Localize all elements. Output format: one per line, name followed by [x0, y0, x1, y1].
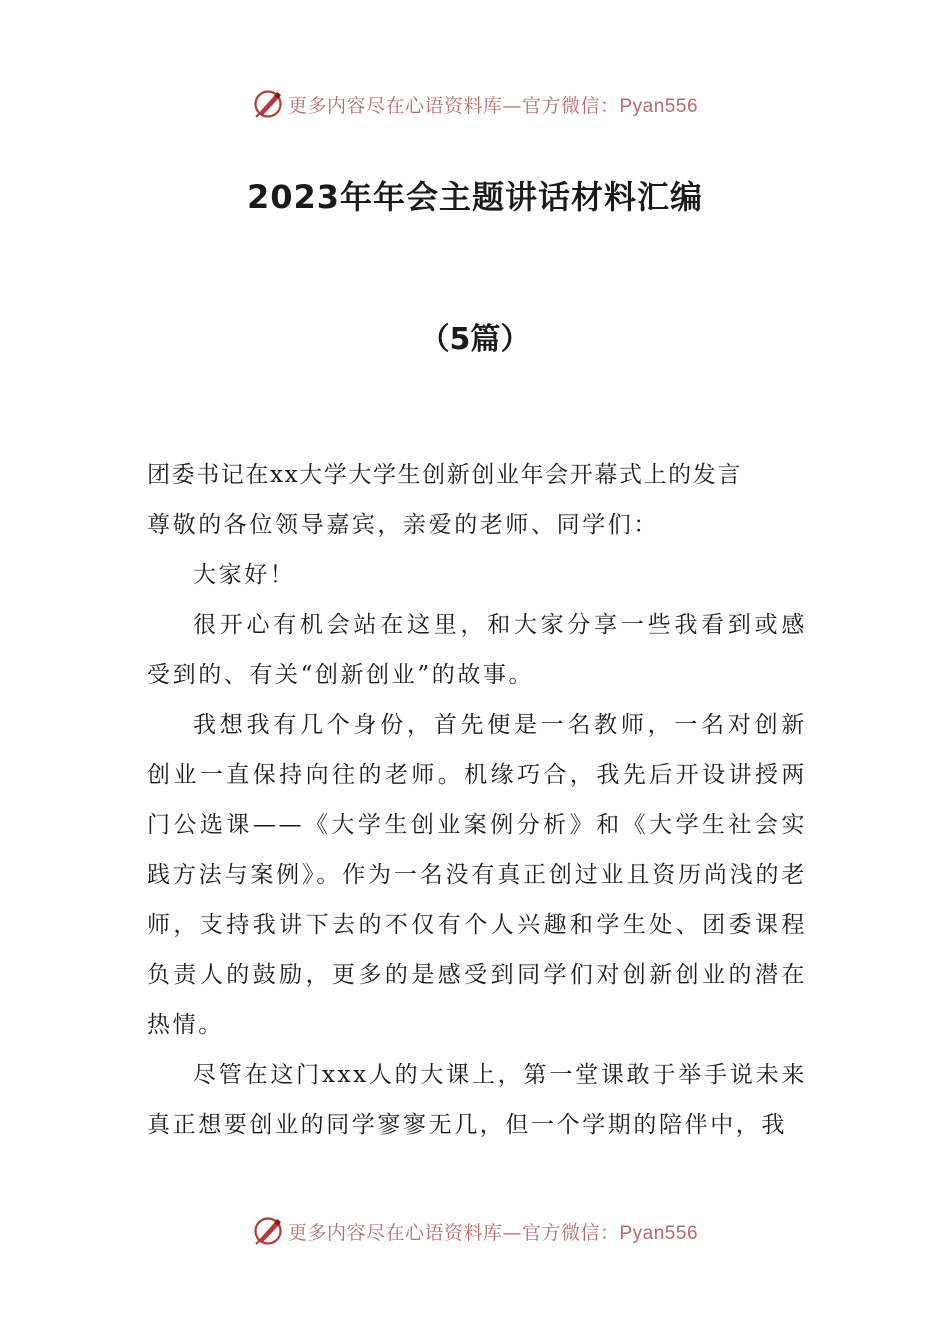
pen-circle-logo-icon	[252, 88, 284, 120]
body-paragraph-4: 尽管在这门xxx人的大课上，第一堂课敢于举手说未来真正想要创业的同学寥寥无几，但一个学期的陪伴中，我	[147, 1062, 807, 1138]
header-watermark	[0, 84, 950, 124]
watermark-text: 更多内容尽在心语资料库—官方微信：Pyan556	[287, 1221, 699, 1244]
document-body	[147, 450, 807, 1150]
body-paragraph-2: 很开心有机会站在这里，和大家分享一些我看到或感受到的、有关“创新创业”的故事。	[147, 612, 807, 688]
watermark-text: 更多内容尽在心语资料库—官方微信：Pyan556	[287, 94, 699, 117]
speech-heading: 团委书记在xx大学大学生创新创业年会开幕式上的发言	[147, 462, 742, 488]
body-paragraph-3: 我想我有几个身份，首先便是一名教师，一名对创新创业一直保持向往的老师。机缘巧合，我先后开设讲授两门公选课——《大学生创业案例分析》和《大学生社会实践方法与案例》。作为一名没有真正创过业且资历尚浅的老师，支持我讲下去的不仅有个人兴趣和学生处、团委课程负责人的鼓励，更多的是感受到同学们对创新创业的潜在热情。	[147, 712, 807, 1038]
salutation: 尊敬的各位领导嘉宾，亲爱的老师、同学们：	[147, 512, 659, 538]
document-title: 2023年年会主题讲话材料汇编	[246, 178, 704, 216]
document-subtitle: （5篇）	[419, 322, 531, 357]
footer-watermark	[0, 1211, 950, 1251]
pen-circle-logo-icon	[252, 1215, 284, 1247]
body-paragraph-1: 大家好！	[193, 562, 296, 588]
